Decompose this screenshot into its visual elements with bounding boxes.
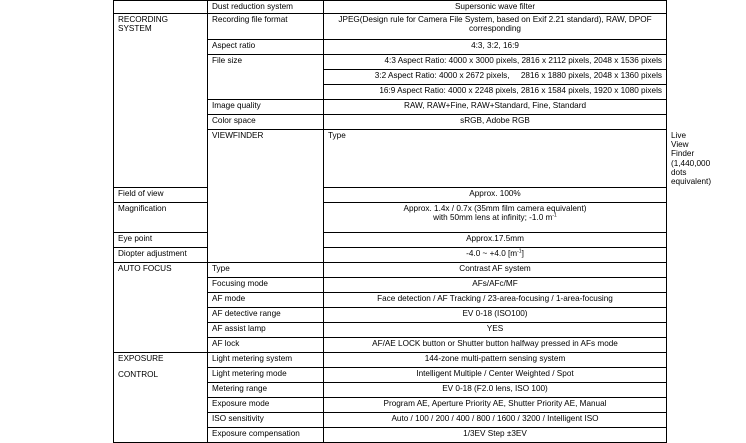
spec-table [113, 0, 712, 443]
spec-value: AF/AE LOCK button or Shutter button halfway pressed in AFs mode [324, 338, 667, 353]
table-row [114, 203, 667, 233]
spec-value: Face detection / AF Tracking / 23-area-focusing / 1-area-focusing [324, 293, 667, 308]
spec-label: Recording file format [208, 14, 324, 40]
spec-value: Approx.17.5mm [324, 233, 667, 248]
spec-label: ISO sensitivity [208, 413, 324, 428]
spec-value: 4:3 Aspect Ratio: 4000 x 3000 pixels, 2816 x 2112 pixels, 2048 x 1536 pixels [324, 55, 667, 70]
spec-label: File size [208, 55, 324, 100]
spec-value: Intelligent Multiple / Center Weighted / Spot [324, 368, 667, 383]
spec-label: Light metering system [208, 353, 324, 368]
value-line: with 50mm lens at infinity; -1.0 m [433, 213, 553, 223]
spec-value: 16:9 Aspect Ratio: 4000 x 2248 pixels, 2816 x 1584 pixels, 1920 x 1080 pixels [324, 85, 667, 100]
table-row [114, 188, 667, 203]
superscript: -1 [552, 212, 557, 219]
category-label: CONTROL [118, 370, 159, 380]
value-text: ] [521, 249, 524, 259]
spec-label: Field of view [114, 188, 208, 203]
spec-label: Diopter adjustment [114, 248, 208, 263]
spec-value: Contrast AF system [324, 263, 667, 278]
spec-label: Color space [208, 115, 324, 130]
spec-value: 144-zone multi-pattern sensing system [324, 353, 667, 368]
table-row [114, 248, 667, 263]
spec-value: RAW, RAW+Fine, RAW+Standard, Fine, Standard [324, 100, 667, 115]
spec-label: Metering range [208, 383, 324, 398]
spec-label: Eye point [114, 233, 208, 248]
spec-label: AF assist lamp [208, 323, 324, 338]
spec-label: Dust reduction system [208, 1, 324, 14]
spec-value: EV 0-18 (F2.0 lens, ISO 100) [324, 383, 667, 398]
table-row: VIEWFINDER Type Live View Finder (1,440,000 dots equivalent) [114, 130, 667, 188]
value-line: Approx. 1.4x / 0.7x (35mm film camera equivalent) [403, 204, 587, 214]
spec-value: 4:3, 3:2, 16:9 [324, 40, 667, 55]
spec-label: Light metering mode [208, 368, 324, 383]
category-viewfinder: VIEWFINDER [208, 130, 324, 263]
spec-label: Magnification [114, 203, 208, 233]
spec-label: AF mode [208, 293, 324, 308]
spec-label: Focusing mode [208, 278, 324, 293]
spec-label: Aspect ratio [208, 40, 324, 55]
spec-value [324, 203, 667, 233]
spec-value: Approx. 100% [324, 188, 667, 203]
table-row [114, 263, 667, 278]
spec-label: Exposure mode [208, 398, 324, 413]
spec-value: 3:2 Aspect Ratio: 4000 x 2672 pixels, 2816 x 1880 pixels, 2048 x 1360 pixels [324, 70, 667, 85]
spec-value: Auto / 100 / 200 / 400 / 800 / 1600 / 3200 / Intelligent ISO [324, 413, 667, 428]
spec-value: JPEG(Design rule for Camera File System, based on Exif 2.21 standard), RAW, DPOF corresponding [324, 14, 667, 40]
spec-value [324, 248, 667, 263]
table-row [114, 1, 667, 14]
spec-value: Program AE, Aperture Priority AE, Shutter Priority AE, Manual [324, 398, 667, 413]
spec-label: AF lock [208, 338, 324, 353]
category-label: RECORDING [118, 15, 169, 24]
spec-value: AFs/AFc/MF [324, 278, 667, 293]
spec-label: Exposure compensation [208, 428, 324, 443]
superscript: -1 [517, 248, 522, 255]
spec-label: AF detective range [208, 308, 324, 323]
category-cell [114, 1, 208, 14]
value-text: -4.0 ~ +4.0 [m [466, 249, 518, 259]
spec-label: Type [208, 263, 324, 278]
category-recording-system [114, 14, 208, 188]
table-row [114, 233, 667, 248]
spec-label: Type [324, 130, 667, 188]
category-label: SYSTEM [118, 24, 152, 34]
spec-label: Image quality [208, 100, 324, 115]
spec-value: YES [324, 323, 667, 338]
table-row [114, 14, 667, 40]
category-label: EXPOSURE [118, 354, 164, 364]
category-exposure-control [114, 353, 208, 443]
spec-value: sRGB, Adobe RGB [324, 115, 667, 130]
category-auto-focus: AUTO FOCUS [114, 263, 208, 353]
spec-value: 1/3EV Step ±3EV [324, 428, 667, 443]
table-row [114, 353, 667, 368]
spec-value: EV 0-18 (ISO100) [324, 308, 667, 323]
spec-value: Supersonic wave filter [324, 1, 667, 14]
